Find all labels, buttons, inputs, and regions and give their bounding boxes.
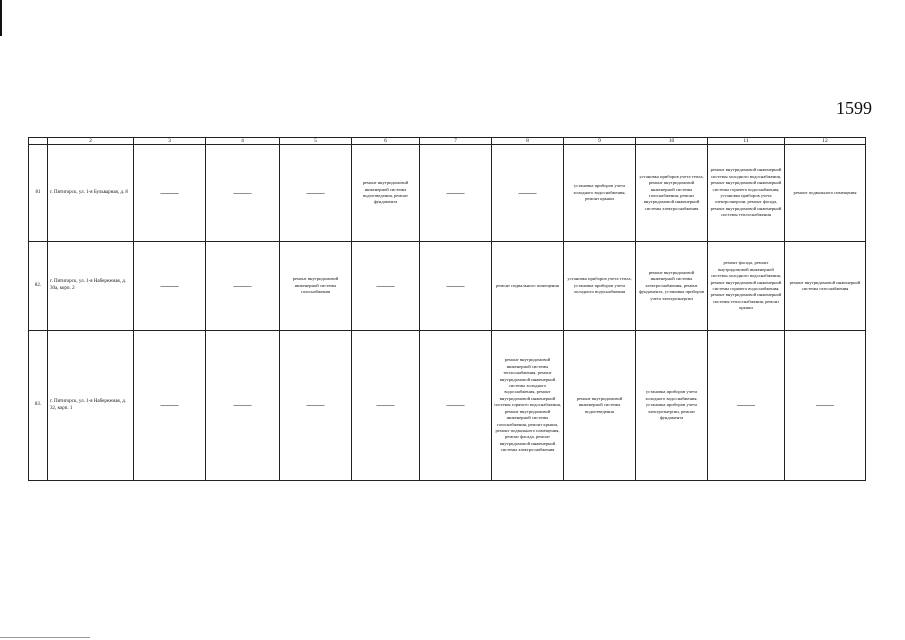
table-cell: ——	[134, 145, 206, 242]
table-cell: ——	[206, 242, 280, 331]
row-number: 83.	[29, 331, 48, 481]
table-cell: ремонт внутридомовой инженерной системы холодного водоснабжения, ремонт внутридомовой инженерной системы горячего водоснабжения, установка приборов учета электроэнергии, ремонт фасада, ремонт внутридомовой инженерной системы теплоснабжения	[708, 145, 785, 242]
address-cell: г. Пятигорск, ул. 1-я Набережная, д. 32, корп. 1	[48, 331, 134, 481]
table-cell: ——	[134, 331, 206, 481]
table-header-row	[29, 138, 866, 145]
table-cell: ——	[280, 145, 352, 242]
repair-schedule-table	[28, 137, 866, 481]
table-cell: ремонт фасада, ремонт внутридомовой инженерной системы холодного водоснабжения, ремонт внутридомовой инженерной системы горячего водоснабжения, ремонт внутридомовой инженерной системы теплоснабжения, ремонт крыши	[708, 242, 785, 331]
header-cell: 3	[134, 138, 206, 145]
header-cell: 5	[280, 138, 352, 145]
table-cell: ремонт подвального помещения	[492, 242, 564, 331]
header-cell	[29, 138, 48, 145]
table-cell: установка приборов учета холодного водоснабжения, установка приборов учета электроэнергии, ремонт фундамента	[636, 331, 708, 481]
table-cell: установка приборов учета холодного водоснабжения, ремонт крыши	[564, 145, 636, 242]
table-cell: ремонт внутридомовой инженерной системы водоотведения, ремонт фундамента	[352, 145, 420, 242]
header-cell: 7	[420, 138, 492, 145]
table-cell: установка приборов учета тепла, установка приборов учета холодного водоснабжения	[564, 242, 636, 331]
table-cell: ремонт внутридомовой инженерной системы газоснабжения	[280, 242, 352, 331]
header-cell: 8	[492, 138, 564, 145]
table-row	[29, 145, 866, 242]
table-cell: ремонт внутридомовой инженерной системы теплоснабжения, ремонт внутридомовой инженерной системы холодного водоснабжения, ремонт внутридомовой инженерной системы горячего водоснабжения, ремонт внутридомовой инженерной системы газоснабжения, ремонт крыши, ремонт подвального помещения, ремонт фасада, ремонт внутридомовой инженерной системы электроснабжения	[492, 331, 564, 481]
table-cell: ——	[280, 331, 352, 481]
table-cell: ремонт внутридомовой инженерной системы водоотведения	[564, 331, 636, 481]
address-cell: г. Пятигорск, ул. 1-я Набережная, д. 30а, корп. 2	[48, 242, 134, 331]
table-cell: ——	[420, 242, 492, 331]
table-cell: ——	[785, 331, 866, 481]
table-row	[29, 242, 866, 331]
scan-edge-bottom	[0, 637, 90, 638]
header-cell: 9	[564, 138, 636, 145]
table-cell: ——	[420, 145, 492, 242]
table-cell: ремонт внутридомовой инженерной системы электроснабжения, ремонт фундамента, установка приборов учета электроэнергии	[636, 242, 708, 331]
row-number: 81	[29, 145, 48, 242]
header-cell: 10	[636, 138, 708, 145]
header-cell: 4	[206, 138, 280, 145]
table-cell: ремонт подвального помещения	[785, 145, 866, 242]
scan-edge-top	[0, 0, 2, 36]
table-row	[29, 331, 866, 481]
page-number: 1599	[836, 98, 872, 118]
table-cell: ——	[134, 242, 206, 331]
table-cell: ——	[206, 331, 280, 481]
table-cell: ——	[206, 145, 280, 242]
table-cell: ремонт внутридомовой инженерной системы газоснабжения	[785, 242, 866, 331]
header-cell: 2	[48, 138, 134, 145]
table-cell: установка приборов учета тепла, ремонт внутридомовой инженерной системы газоснабжения, ремонт внутридомовой инженерной системы электроснабжения	[636, 145, 708, 242]
table-cell: ——	[352, 331, 420, 481]
table-cell: ——	[708, 331, 785, 481]
table-cell: ——	[420, 331, 492, 481]
table-cell: ——	[492, 145, 564, 242]
table-cell: ——	[352, 242, 420, 331]
header-cell: 11	[708, 138, 785, 145]
address-cell: г. Пятигорск, ул. 1-я Бульварная, д. 8	[48, 145, 134, 242]
header-cell: 6	[352, 138, 420, 145]
header-cell: 12	[785, 138, 866, 145]
row-number: 82.	[29, 242, 48, 331]
